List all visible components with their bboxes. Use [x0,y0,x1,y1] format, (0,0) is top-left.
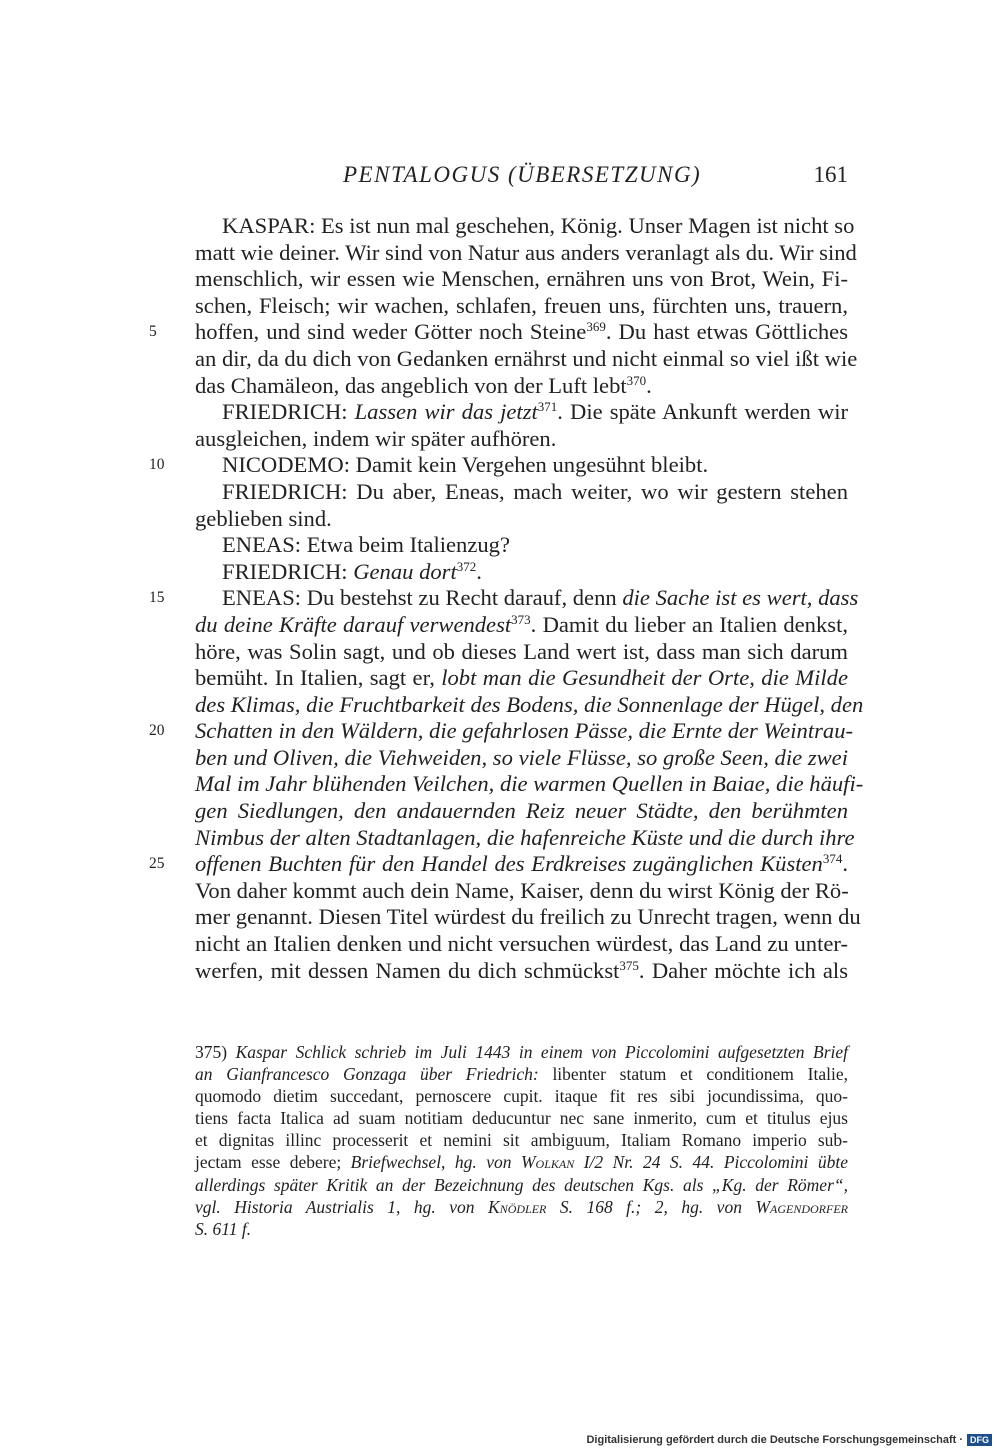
text-line: ben und Oliven, die Viehweiden, so viele Flüsse, so große Seen, die zwei [195,744,848,770]
text-line: ENEAS: Etwa beim Italienzug? [222,532,510,558]
text-line: des Klimas, die Fruchtbarkeit des Bodens, die Sonnenlage der Hügel, den [195,691,864,717]
footnote-marker: 375 [619,957,639,973]
text-line: Nimbus der alten Stadtanlagen, die hafenreiche Küste und die durch ihre [195,824,855,850]
text-line: FRIEDRICH: Lassen wir das jetzt$^{371}$. Die späte Ankunft werden wir [222,399,848,425]
text-line: matt wie deiner. Wir sind von Natur aus anders veranlagt als du. Wir sind [195,239,857,265]
footnote-marker: 370 [626,372,647,388]
text-line: FRIEDRICH: Du aber, Eneas, mach weiter, wo wir gestern stehen [222,478,848,504]
text-line: Von daher kommt auch dein Name, Kaiser, denn du wirst König der Rö- [195,877,849,903]
line-number: 20 [149,722,165,740]
footnote-line: an Gianfrancesco Gonzaga über Friedrich: libenter statum et conditionem Italie, [195,1064,848,1085]
footnote-marker: 374 [822,851,843,867]
text-line: KASPAR: Es ist nun mal geschehen, König. Unser Magen ist nicht so [222,213,855,238]
running-title: PENTALOGUS (ÜBERSETZUNG) [343,162,702,187]
footnote-line: S. 611 f. [195,1218,252,1239]
text-line: 25 offenen Buchten für den Handel des Erdkreises zugänglichen Küsten$^{374}$. [149,851,848,877]
text-line: ausgleichen, indem wir später aufhören. [195,425,557,451]
text-line: 5 hoffen, und sind weder Götter noch Steine$^{369}$. Du hast etwas Göttliches [149,319,848,345]
footnote-line: quomodo dietim succedant, pernoscere cupit. itaque fit res sibi jocundissima, quo- [195,1086,848,1107]
credit-text: Digitalisierung gefördert durch die Deutsche Forschungsgemeinschaft · [586,1434,963,1446]
main-text [149,213,864,984]
footnote-line: jectam esse debere; Briefwechsel, hg. von Wolkan I/2 Nr. 24 S. 44. Piccolomini übte [195,1152,848,1173]
line-number: 15 [149,589,165,607]
text-line: das Chamäleon, das angeblich von der Luft lebt$^{370}$. [195,372,652,398]
dfg-logo-icon: DFG [967,1434,992,1446]
line-number: 5 [149,323,157,341]
footnote-line: et dignitas illinc processerit et nemini sit ambiguum, Italiam Romano imperio sub- [195,1130,848,1151]
running-header [195,162,848,196]
text-line: höre, was Solin sagt, und ob dieses Land wert ist, dass man sich darum [195,638,848,664]
footnote-line: allerdings später Kritik an der Bezeichnung des deutschen Kgs. als „Kg. der Römer“, [195,1174,848,1195]
footnote-marker: 372 [456,558,477,574]
dfg-credit [586,1434,992,1446]
footnote-line: tiens facta Italica ad suam notitiam deducuntur nec sane inmerito, cum et titulus ejus [195,1108,848,1129]
footnote-marker: 371 [537,399,558,415]
line-number: 10 [149,456,165,474]
text-line: nicht an Italien denken und nicht versuchen würdest, das Land zu unter- [195,931,848,957]
text-line: Mal im Jahr blühenden Veilchen, die warmen Quellen in Baiae, die häufi- [195,771,864,797]
text-line: menschlich, wir essen wie Menschen, ernähren uns von Brot, Wein, Fi- [195,266,848,292]
text-line: geblieben sind. [195,505,332,531]
text-line: 20 Schatten in den Wäldern, die gefahrlosen Pässe, die Ernte der Weintrau- [149,718,854,744]
footnote-line: 375) Kaspar Schlick schrieb im Juli 1443 in einem von Piccolomini aufgesetzten Brief [195,1042,849,1062]
footnote-marker: 369 [586,319,606,335]
text-line: schen, Fleisch; wir wachen, schlafen, freuen uns, fürchten uns, trauern, [195,292,848,318]
text-line: mer genannt. Diesen Titel würdest du freilich zu Unrecht tragen, wenn du [195,904,861,930]
footnote-375 [195,1041,848,1240]
page-number: 161 [813,162,848,187]
footnote-line: vgl. Historia Austrialis 1, hg. von Knödler S. 168 f.; 2, hg. von Wagendorfer [195,1196,848,1217]
text-line: bemüht. In Italien, sagt er, lobt man die Gesundheit der Orte, die Milde [195,665,849,691]
text-line: 10 NICODEMO: Damit kein Vergehen ungesühnt bleibt. [149,452,709,478]
footnote-marker: 373 [511,611,531,627]
line-number: 25 [149,855,165,873]
text-line: gen Siedlungen, den andauernden Reiz neuer Städte, den berühmten [195,798,848,824]
text-line: du deine Kräfte darauf verwendest$^{373}$. Damit du lieber an Italien denkst, [195,611,848,637]
text-line: 15 ENEAS: Du bestehst zu Recht darauf, denn die Sache ist es wert, dass [149,585,859,611]
text-line: werfen, mit dessen Namen du dich schmückst$^{375}$. Daher möchte ich als [195,957,849,983]
text-line: FRIEDRICH: Genau dort$^{372}$. [222,558,482,584]
text-line: an dir, da du dich von Gedanken ernährst und nicht einmal so viel ißt wie [195,345,858,371]
